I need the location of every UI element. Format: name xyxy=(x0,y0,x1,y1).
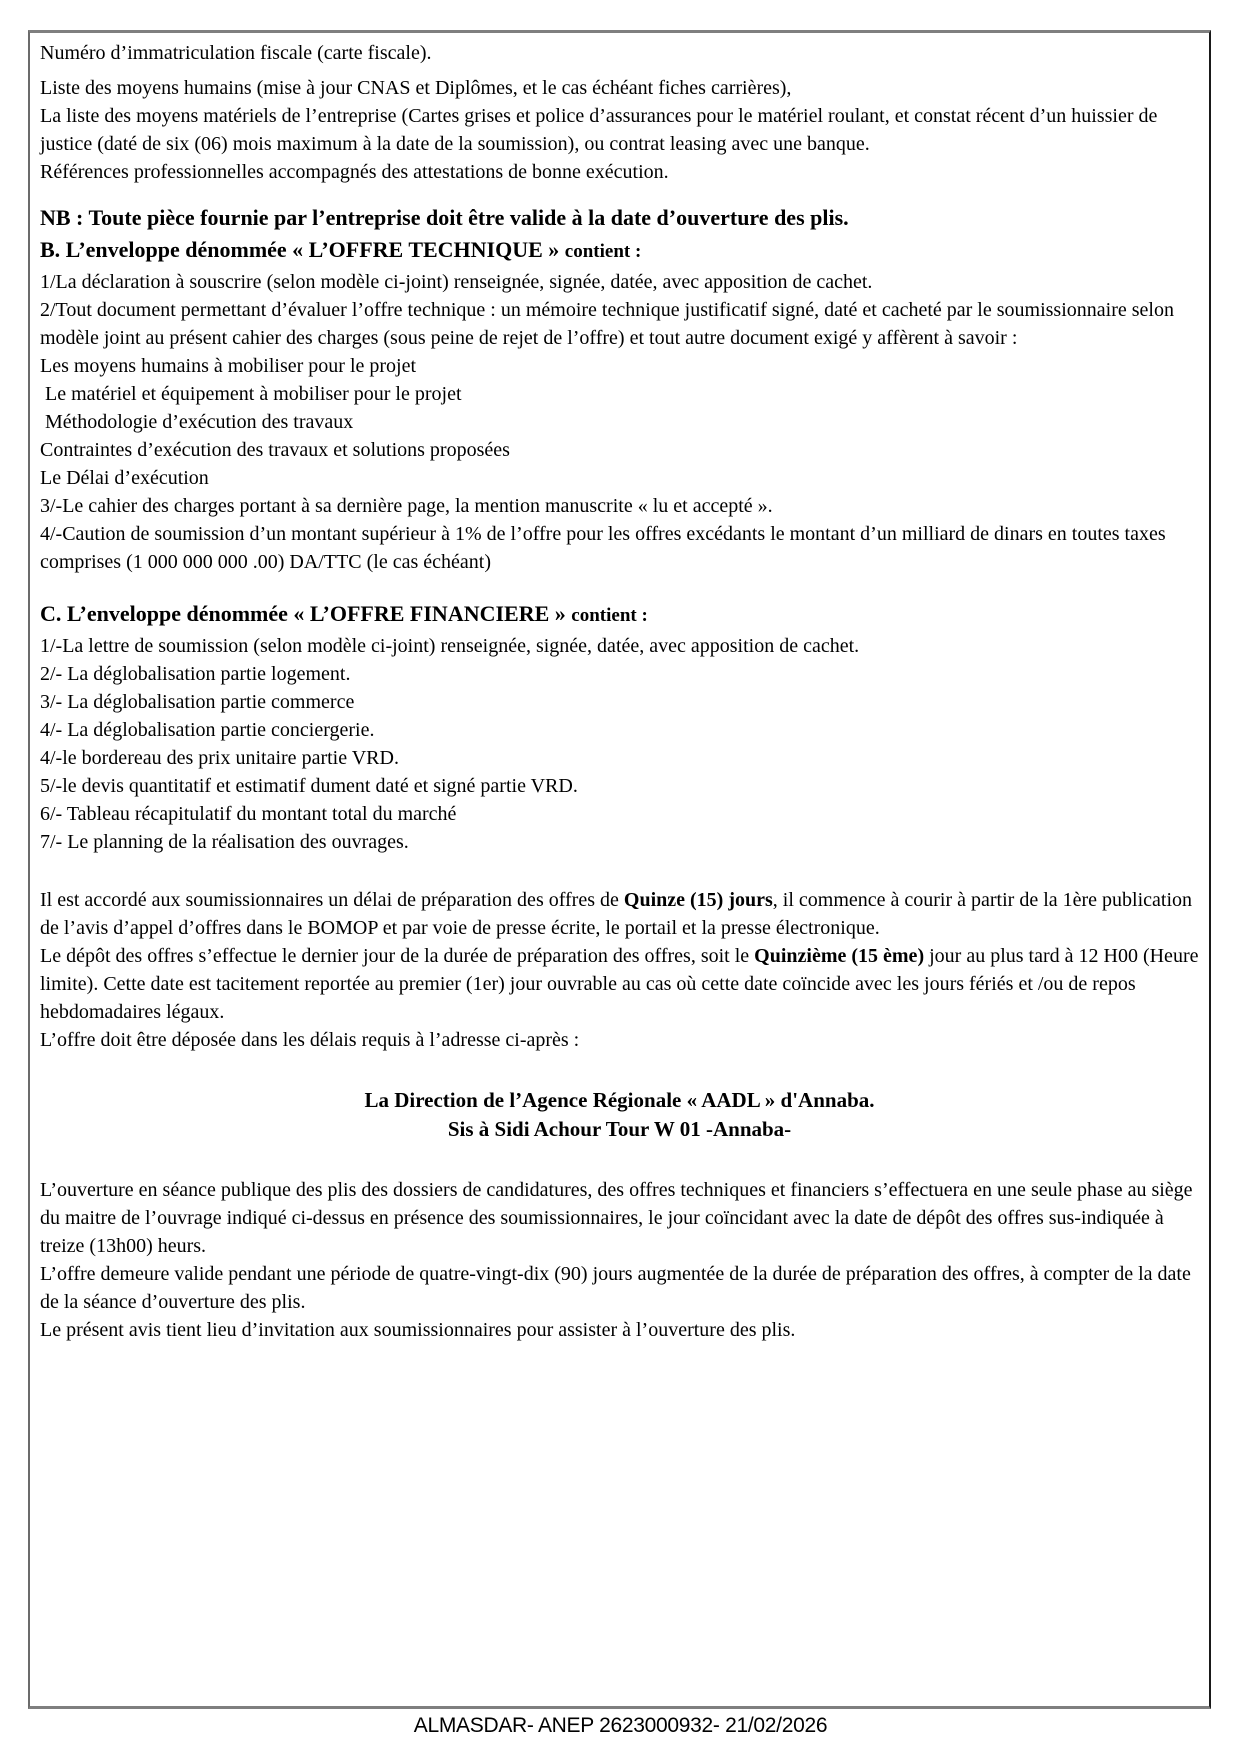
dossier-item: Références professionnelles accompagnés des attestations de bonne exécution. xyxy=(40,161,669,183)
notice-body-frame xyxy=(28,30,1211,1709)
section-c-item: 4/-le bordereau des prix unitaire partie VRD. xyxy=(40,747,399,769)
address-line-1: La Direction de l’Agence Régionale « AADL » d'Annaba. xyxy=(364,1088,875,1112)
section-b-item: Contraintes d’exécution des travaux et solutions proposées xyxy=(40,439,510,461)
text-run-bold: Quinzième (15 ème) xyxy=(754,945,925,967)
paragraph-address-intro: L’offre doit être déposée dans les délais requis à l’adresse ci-après : xyxy=(40,1029,580,1051)
section-b-item: 3/-Le cahier des charges portant à sa dernière page, la mention manuscrite « lu et accepté ». xyxy=(40,495,773,517)
text-run: jour au plus tard à 12 H00 (Heure limite). Cette date est tacitement reportée au premier (1er) jour ouvrable au cas où cette date coïncide avec les jours fériés et /ou de repos hebdomadaires légaux. xyxy=(40,945,1204,1023)
paragraph-opening: L’ouverture en séance publique des plis des dossiers de candidatures, des offres techniques et financiers s’effectuera en une seule phase au siège du maitre de l’ouvrage indiqué ci-dessus en présence des soumissionnaires, le jour coïncidant avec la date de dépôt des offres sus-indiquée à treize (13h00) heurs. xyxy=(40,1179,1198,1257)
section-c-item: 5/-le devis quantitatif et estimatif dument daté et signé partie VRD. xyxy=(40,775,578,797)
paragraph-deposit xyxy=(40,942,1204,1026)
section-c-heading-main: C. L’enveloppe dénommée « L’OFFRE FINANCIERE » xyxy=(40,601,572,626)
text-run: Le dépôt des offres s’effectue le dernier jour de la durée de préparation des offres, soit le xyxy=(40,945,755,967)
section-c-item: 2/- La déglobalisation partie logement. xyxy=(40,663,351,685)
section-b-item: 1/La déclaration à souscrire (selon modèle ci-joint) renseignée, signée, datée, avec apposition de cachet. xyxy=(40,271,873,293)
nb-note: NB : Toute pièce fournie par l’entreprise doit être valide à la date d’ouverture des plis. xyxy=(40,205,849,230)
paragraph-invitation: Le présent avis tient lieu d’invitation aux soumissionnaires pour assister à l’ouverture des plis. xyxy=(40,1319,796,1341)
section-b-heading-suffix: contient : xyxy=(564,241,642,262)
section-b-heading-main: B. L’enveloppe dénommée « L’OFFRE TECHNIQUE » xyxy=(40,237,565,262)
section-c-item: 1/-La lettre de soumission (selon modèle ci-joint) renseignée, signée, datée, avec apposition de cachet. xyxy=(40,635,860,657)
section-c-heading xyxy=(40,598,1199,632)
section-c-item: 7/- Le planning de la réalisation des ouvrages. xyxy=(40,831,409,853)
text-run: , il commence à courir à partir de la 1ère publication de l’avis d’appel d’offres dans le BOMOP et par voie de presse écrite, le portail et la presse électronique. xyxy=(40,889,1198,939)
text-run-bold: Quinze (15) jours xyxy=(623,889,773,911)
section-c-item: 6/- Tableau récapitulatif du montant total du marché xyxy=(40,803,457,825)
paragraph-validity: L’offre demeure valide pendant une période de quatre-vingt-dix (90) jours augmentée de la durée de préparation des offres, à compter de la date de la séance d’ouverture des plis. xyxy=(40,1263,1196,1313)
address-line-2: Sis à Sidi Achour Tour W 01 -Annaba- xyxy=(447,1117,792,1141)
section-b-item: 4/-Caution de soumission d’un montant supérieur à 1% de l’offre pour les offres excédants le montant d’un milliard de dinars en toutes taxes comprises (1 000 000 000 .00) DA/TTC (le cas échéant) xyxy=(40,523,1171,573)
dossier-item: Numéro d’immatriculation fiscale (carte fiscale). xyxy=(40,42,432,64)
dossier-item: La liste des moyens matériels de l’entreprise (Cartes grises et police d’assurances pour le matériel roulant, et constat récent d’un huissier de justice (daté de six (06) mois maximum à la date de la soumission), ou contrat leasing avec une banque. xyxy=(40,105,1163,155)
section-c-item: 4/- La déglobalisation partie conciergerie. xyxy=(40,719,375,741)
dossier-item: Liste des moyens humains (mise à jour CNAS et Diplômes, et le cas échéant fiches carrières), xyxy=(40,77,792,99)
section-b-heading xyxy=(40,234,1199,268)
paragraph-preparation-delay xyxy=(40,886,1199,942)
anep-reference: ALMASDAR- ANEP 2623000932- 21/02/2026 xyxy=(413,1714,828,1737)
section-b-item: Méthodologie d’exécution des travaux xyxy=(40,411,354,433)
section-c-heading-suffix: contient : xyxy=(571,605,648,626)
section-b-item: 2/Tout document permettant d’évaluer l’offre technique : un mémoire technique justificatif signé, daté et cacheté par le soumissionnaire selon modèle joint au présent cahier des charges (sous peine de rejet de l’offre) et tout autre document exigé y affèrent à savoir : xyxy=(40,299,1179,349)
section-b-item: Les moyens humains à mobiliser pour le projet xyxy=(40,355,417,377)
section-b-item: Le matériel et équipement à mobiliser pour le projet xyxy=(40,383,462,405)
section-b-item: Le Délai d’exécution xyxy=(40,467,209,489)
text-run: Il est accordé aux soumissionnaires un délai de préparation des offres de xyxy=(40,889,624,911)
section-c-item: 3/- La déglobalisation partie commerce xyxy=(40,691,355,713)
